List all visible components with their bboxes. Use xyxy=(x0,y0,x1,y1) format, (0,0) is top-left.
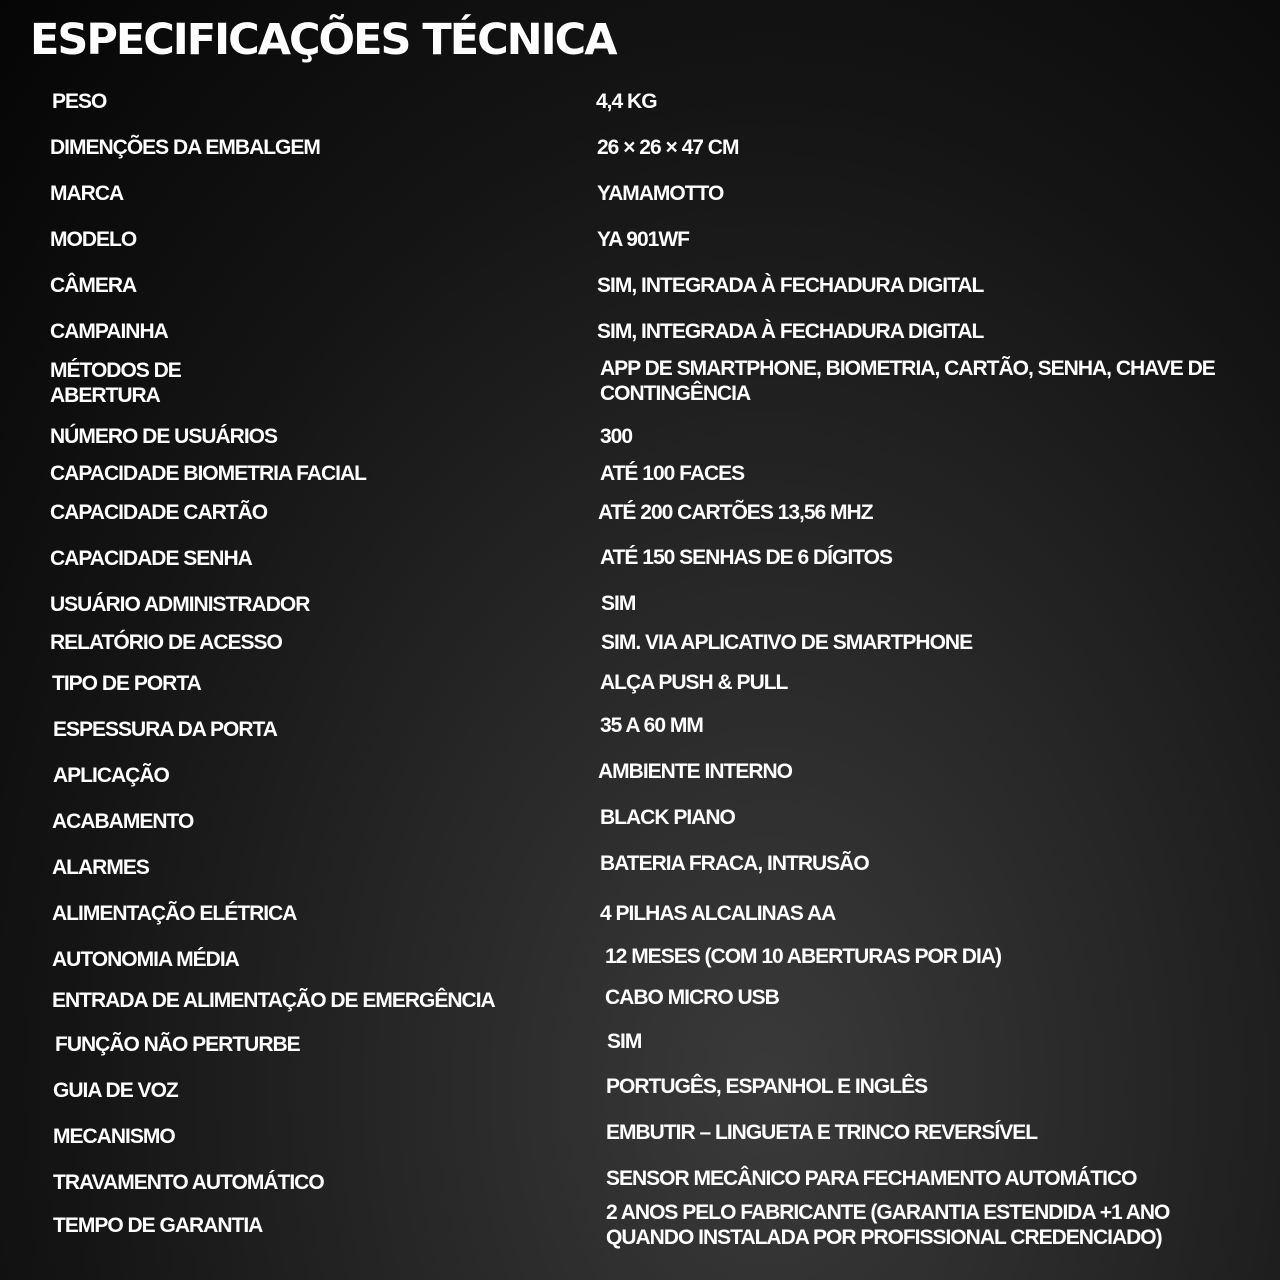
spec-value-dimencoes-da-embalgem: 26 × 26 × 47 CM xyxy=(597,136,739,159)
spec-value-tipo-de-porta: ALÇA PUSH & PULL xyxy=(600,671,788,694)
spec-value-capacidade-senha: ATÉ 150 SENHAS DE 6 DÍGITOS xyxy=(600,546,892,569)
spec-label-aplicacao: APLICAÇÃO xyxy=(53,764,169,787)
spec-value-alarmes: BATERIA FRACA, INTRUSÃO xyxy=(600,852,869,875)
spec-value-campainha: SIM, INTEGRADA À FECHADURA DIGITAL xyxy=(597,320,984,343)
spec-label-dimencoes-da-embalgem: DIMENÇÕES DA EMBALGEM xyxy=(50,136,320,159)
spec-value-aplicacao: AMBIENTE INTERNO xyxy=(598,760,792,783)
spec-label-mecanismo: MECANISMO xyxy=(53,1125,175,1148)
spec-label-peso: PESO xyxy=(52,90,107,113)
spec-label-capacidade-cartao: CAPACIDADE CARTÃO xyxy=(50,501,268,524)
spec-label-alimentacao-eletrica: ALIMENTAÇÃO ELÉTRICA xyxy=(52,902,297,925)
spec-label-metodos-de-abertura: MÉTODOS DE ABERTURA xyxy=(50,359,181,407)
spec-label-tempo-de-garantia: TEMPO DE GARANTIA xyxy=(53,1214,263,1237)
spec-value-funcao-nao-perturbe: SIM xyxy=(607,1030,642,1053)
spec-value-capacidade-cartao: ATÉ 200 CARTÕES 13,56 MHZ xyxy=(598,501,873,524)
spec-label-tipo-de-porta: TIPO DE PORTA xyxy=(52,672,201,695)
page-title: ESPECIFICAÇÕES TÉCNICA xyxy=(30,15,616,65)
spec-label-entrada-de-alimentacao-de-emergencia: ENTRADA DE ALIMENTAÇÃO DE EMERGÊNCIA xyxy=(52,989,495,1012)
spec-value-espessura-da-porta: 35 A 60 MM xyxy=(600,714,703,737)
spec-label-funcao-nao-perturbe: FUNÇÃO NÃO PERTURBE xyxy=(55,1033,300,1056)
spec-value-acabamento: BLACK PIANO xyxy=(600,806,735,829)
spec-value-capacidade-biometria-facial: ATÉ 100 FACES xyxy=(600,462,745,485)
spec-value-relatorio-de-acesso: SIM. VIA APLICATIVO DE SMARTPHONE xyxy=(601,631,973,654)
spec-label-relatorio-de-acesso: RELATÓRIO DE ACESSO xyxy=(50,631,282,654)
spec-value-tempo-de-garantia: 2 ANOS PELO FABRICANTE (GARANTIA ESTENDIDA +1 ANO QUANDO INSTALADA POR PROFISSIONAL CREDENCIADO) xyxy=(606,1201,1170,1249)
spec-value-modelo: YA 901WF xyxy=(597,228,689,251)
spec-value-camera: SIM, INTEGRADA À FECHADURA DIGITAL xyxy=(597,274,984,297)
spec-value-usuario-administrador: SIM xyxy=(601,592,636,615)
spec-label-espessura-da-porta: ESPESSURA DA PORTA xyxy=(53,718,277,741)
spec-value-numero-de-usuarios: 300 xyxy=(600,425,633,448)
spec-label-usuario-administrador: USUÁRIO ADMINISTRADOR xyxy=(50,593,310,616)
spec-label-autonomia-media: AUTONOMIA MÉDIA xyxy=(52,948,239,971)
spec-value-marca: YAMAMOTTO xyxy=(597,182,724,205)
spec-label-acabamento: ACABAMENTO xyxy=(52,810,194,833)
spec-label-guia-de-voz: GUIA DE VOZ xyxy=(53,1079,178,1102)
spec-value-entrada-de-alimentacao-de-emergencia: CABO MICRO USB xyxy=(605,986,779,1009)
spec-label-modelo: MODELO xyxy=(50,228,137,251)
spec-value-autonomia-media: 12 MESES (COM 10 ABERTURAS POR DIA) xyxy=(605,945,1001,968)
spec-value-metodos-de-abertura: APP DE SMARTPHONE, BIOMETRIA, CARTÃO, SENHA, CHAVE DE CONTINGÊNCIA xyxy=(600,357,1215,405)
spec-label-alarmes: ALARMES xyxy=(52,856,149,879)
spec-label-camera: CÂMERA xyxy=(50,274,137,297)
spec-value-guia-de-voz: PORTUGÊS, ESPANHOL E INGLÊS xyxy=(606,1075,928,1098)
spec-label-capacidade-biometria-facial: CAPACIDADE BIOMETRIA FACIAL xyxy=(50,462,366,485)
spec-label-campainha: CAMPAINHA xyxy=(50,320,168,343)
spec-value-alimentacao-eletrica: 4 PILHAS ALCALINAS AA xyxy=(600,902,836,925)
spec-label-capacidade-senha: CAPACIDADE SENHA xyxy=(50,547,252,570)
spec-label-marca: MARCA xyxy=(50,182,124,205)
spec-label-numero-de-usuarios: NÚMERO DE USUÁRIOS xyxy=(50,425,278,448)
spec-value-peso: 4,4 KG xyxy=(596,90,657,113)
spec-value-mecanismo: EMBUTIR – LINGUETA E TRINCO REVERSÍVEL xyxy=(606,1121,1038,1144)
spec-value-travamento-automatico: SENSOR MECÂNICO PARA FECHAMENTO AUTOMÁTICO xyxy=(606,1167,1137,1190)
spec-label-travamento-automatico: TRAVAMENTO AUTOMÁTICO xyxy=(53,1171,324,1194)
